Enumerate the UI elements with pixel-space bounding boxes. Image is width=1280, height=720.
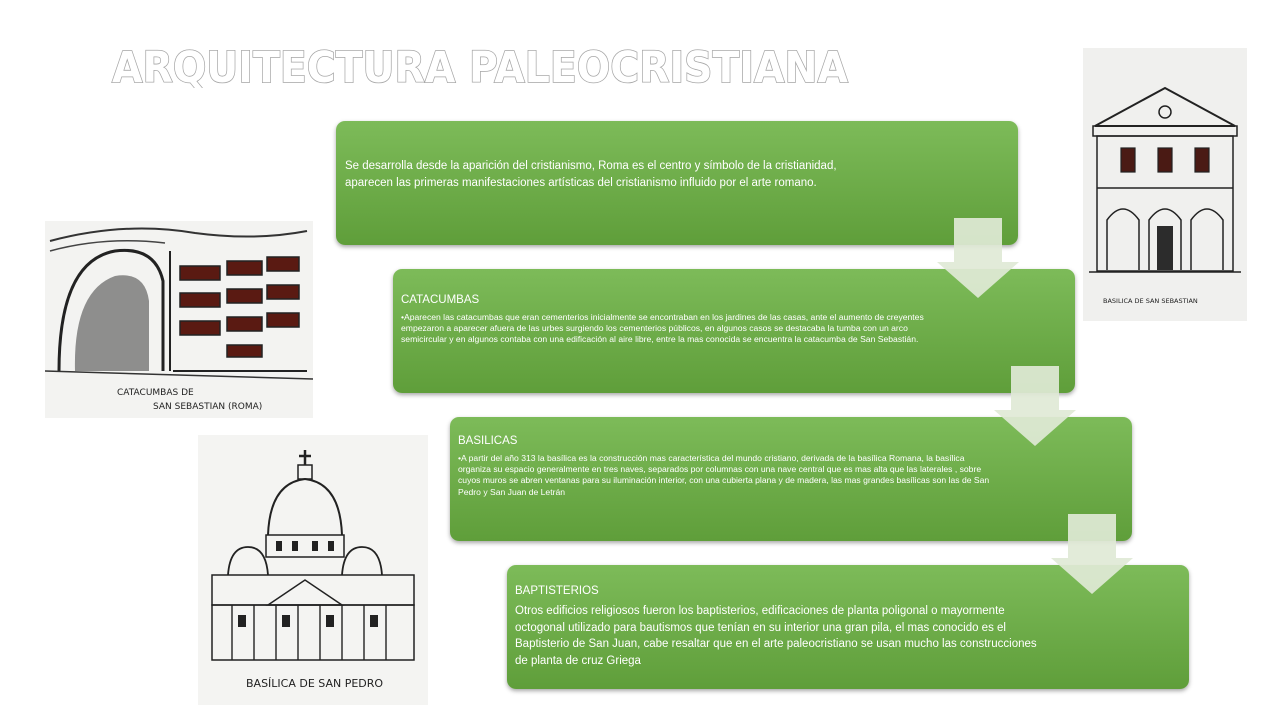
san-pedro-sketch: [198, 435, 428, 705]
catacumbas-text: •Aparecen las catacumbas que eran cementerios inicialmente se encontraban en los jardines de las casas, ante el aumento de creyentes empezaron a aparecer afuera de las urbes surgiendo los cementerios públicos, en algunos casos se destacaba la tumba con un arco semicircular y en algunos contaba con una edificación al aire libre, entre la mas conocida se encuentra la catacumba de San Sebastián.: [401, 312, 924, 345]
catacumbas-sketch: [45, 221, 313, 418]
san-pedro-caption: BASÍLICA DE SAN PEDRO: [246, 677, 384, 690]
basilicas-heading: BASILICAS: [458, 435, 518, 447]
catacumbas-heading: CATACUMBAS: [401, 294, 480, 306]
basilicas-text: •A partir del año 313 la basílica es la construcción mas característica del mundo cristiano, derivada de la basílica Romana, la basílica organiza su espacio generalmente en tres naves, separados por columnas con una nave central que es mas alta que las laterales , sobre cuyos muros se abren ventanas para su iluminación interior, con una cubierta plana y de madera, las mas grandes basílicas son las de San Pedro y San Juan de Letrán: [458, 453, 990, 497]
baptisterios-text: Otros edificios religiosos fueron los baptisterios, edificaciones de planta poligonal o mayormente octogonal utilizado para bautismos que tenían en su interior una gran pila, el mas conocido es el Baptisterio de San Juan, cabe resaltar que en el arte paleocristiano se usan mucho las construcciones de planta de cruz Griega: [515, 605, 1037, 667]
baptisterios-heading: BAPTISTERIOS: [515, 585, 599, 597]
page-title: [110, 38, 870, 88]
intro-text: Se desarrolla desde la aparición del cristianismo, Roma es el centro y símbolo de la cristianidad, aparecen las primeras manifestaciones artísticas del cristianismo influido por el arte romano.: [345, 160, 837, 189]
san-sebastian-sketch: [1083, 48, 1247, 321]
page-title-text: ARQUITECTURA PALEOCRISTIANA: [112, 43, 849, 88]
catacumbas-caption-1: CATACUMBAS DE: [117, 388, 194, 398]
down-arrow-3: [1051, 514, 1133, 594]
san-sebastian-caption: BASILICA DE SAN SEBASTIAN: [1103, 297, 1198, 305]
intro-box: [336, 121, 1018, 245]
down-arrow-2: [994, 366, 1076, 446]
catacumbas-caption-2: SAN SEBASTIAN (ROMA): [153, 402, 263, 412]
down-arrow-1: [937, 218, 1019, 298]
